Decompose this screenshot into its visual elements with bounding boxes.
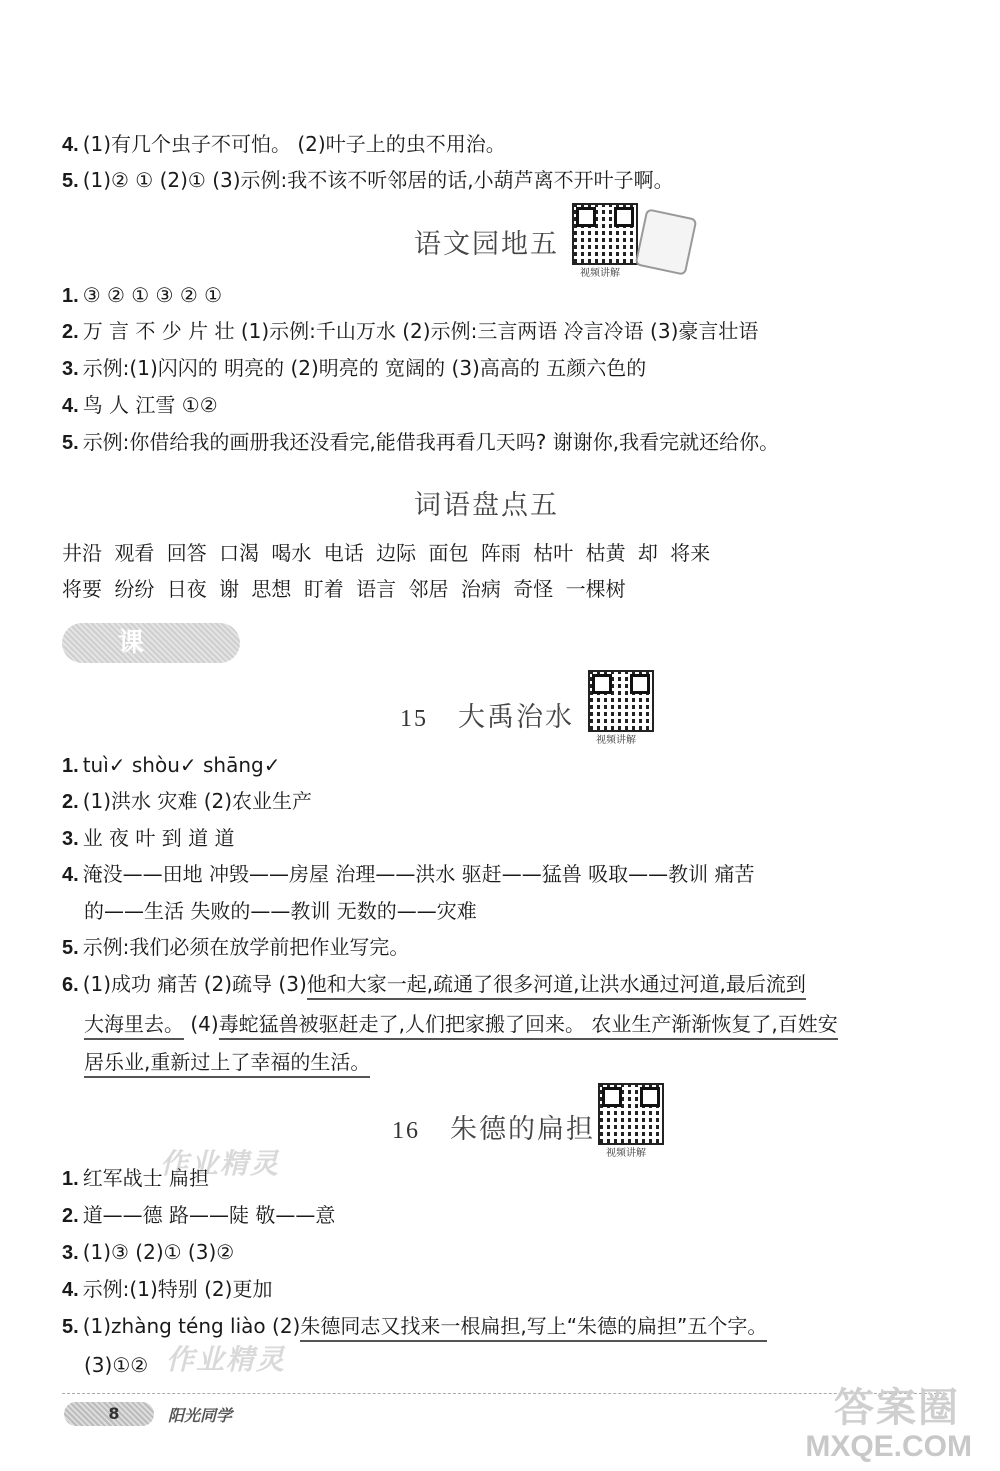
answer-line <box>62 1165 209 1192</box>
answer-text: (1)有几个虫子不可怕。 (2)叶子上的虫不用治。 <box>82 132 506 156</box>
answer-line <box>62 1313 767 1340</box>
answer-line <box>62 1239 234 1266</box>
answer-text: 鸟 人 江雪 ①② <box>82 393 218 417</box>
section-title: 词语盘点五 <box>414 490 559 521</box>
question-number: 5. <box>62 937 79 959</box>
qr-code[interactable] <box>598 1083 664 1145</box>
question-number: 5. <box>62 170 79 192</box>
question-number: 5. <box>62 432 79 454</box>
footer-divider <box>62 1393 942 1394</box>
answer-line <box>62 429 779 456</box>
watermark-site: MXQE.COM <box>805 1430 972 1463</box>
answer-text: tuì✓ shòu✓ shāng✓ <box>82 753 281 777</box>
answer-text: 示例:我们必须在放学前把作业写完。 <box>82 935 410 959</box>
answer-line <box>62 318 758 345</box>
question-number: 4. <box>62 395 79 417</box>
answer-text: 示例:(1)特别 (2)更加 <box>82 1277 273 1301</box>
question-number: 1. <box>62 285 79 307</box>
question-number: 2. <box>62 321 79 343</box>
answer-text: (1)zhàng téng liào (2) <box>82 1314 301 1338</box>
brand-logo: 阳光同学 <box>168 1406 233 1425</box>
answer-line <box>62 752 280 779</box>
underlined-answer: 大海里去。 <box>84 1012 184 1040</box>
answer-line-cont: 的——生活 失败的——教训 无数的——灾难 <box>84 899 477 923</box>
answer-line <box>62 825 234 852</box>
question-number: 2. <box>62 1205 79 1227</box>
word-row: 将要 纷纷 日夜 谢 思想 盯着 语言 邻居 治病 奇怪 一棵树 <box>62 577 626 601</box>
qr-label: 视频讲解 <box>580 268 620 279</box>
question-number: 6. <box>62 974 79 996</box>
question-number: 3. <box>62 1242 79 1264</box>
answer-text: 淹没——田地 冲毁——房屋 治理——洪水 驱赶——猛兽 吸取——教训 痛苦 <box>82 862 755 886</box>
lesson-number: 16 <box>392 1118 420 1144</box>
question-number: 3. <box>62 358 79 380</box>
answer-text: 红军战士 扁担 <box>82 1166 210 1190</box>
answer-text: (1)② ① (2)① (3)示例:我不该不听邻居的话,小葫芦离不开叶子啊。 <box>82 168 674 192</box>
underlined-answer: 毒蛇猛兽被驱赶走了,人们把家搬了回来。 农业生产渐渐恢复了,百姓安 <box>219 1012 838 1040</box>
page-number: 8 <box>108 1404 120 1423</box>
section-title: 语文园地五 <box>414 229 559 260</box>
answer-line <box>62 392 218 419</box>
answer-line <box>62 131 506 158</box>
answer-text: (1)洪水 灾难 (2)农业生产 <box>82 789 313 813</box>
answer-text: (4) <box>184 1012 219 1036</box>
question-number: 1. <box>62 755 79 777</box>
answer-line <box>62 861 754 888</box>
answer-line <box>62 167 674 194</box>
question-number: 4. <box>62 134 79 156</box>
lesson-name: 大禹治水 <box>458 702 574 733</box>
watermark: 作业精灵 <box>166 1343 287 1376</box>
answer-line-cont <box>84 1011 838 1037</box>
section-banner: 课 文 <box>62 623 240 663</box>
answer-line-cont: (3)①② <box>84 1353 149 1377</box>
word-row: 井沿 观看 回答 口渴 喝水 电话 边际 面包 阵雨 枯叶 枯黄 却 将来 <box>62 541 711 565</box>
lesson-number: 15 <box>400 706 428 732</box>
answer-text: 万 言 不 少 片 壮 (1)示例:千山万水 (2)示例:三言两语 冷言冷语 (3)豪言壮语 <box>82 319 759 343</box>
answer-line <box>62 934 409 961</box>
question-number: 1. <box>62 1168 79 1190</box>
qr-label: 视频讲解 <box>606 1148 646 1159</box>
underlined-answer: 朱德同志又找来一根扁担,写上“朱德的扁担”五个字。 <box>300 1314 767 1342</box>
lesson-title <box>392 1107 595 1146</box>
answer-text: 示例:(1)闪闪的 明亮的 (2)明亮的 宽阔的 (3)高高的 五颜六色的 <box>82 356 647 380</box>
question-number: 4. <box>62 1279 79 1301</box>
qr-label: 视频讲解 <box>596 735 636 746</box>
answer-line-cont <box>84 1049 370 1075</box>
answer-line <box>62 355 646 382</box>
watermark: 作业精灵 <box>160 1147 281 1180</box>
underlined-answer: 居乐业,重新过上了幸福的生活。 <box>84 1050 370 1078</box>
answer-text: 业 夜 叶 到 道 道 <box>82 826 235 850</box>
question-number: 5. <box>62 1316 79 1338</box>
answer-line <box>62 1276 272 1303</box>
qr-code[interactable] <box>588 670 654 732</box>
answer-text: (1)③ (2)① (3)② <box>82 1240 235 1264</box>
lesson-title <box>400 695 574 734</box>
watermark-logo: 答案圈 <box>834 1385 960 1431</box>
question-number: 3. <box>62 828 79 850</box>
answer-text: ③ ② ① ③ ② ① <box>82 283 223 307</box>
answer-line <box>62 788 312 815</box>
qr-code[interactable] <box>572 203 638 265</box>
answer-text: 示例:你借给我的画册我还没看完,能借我再看几天吗? 谢谢你,我看完就还给你。 <box>82 430 780 454</box>
answer-text: 道——德 路——陡 敬——意 <box>82 1203 336 1227</box>
lesson-name: 朱德的扁担 <box>450 1114 595 1145</box>
question-number: 4. <box>62 864 79 886</box>
answer-line <box>62 282 222 309</box>
sticker-icon <box>635 208 698 276</box>
answer-line <box>62 971 806 998</box>
underlined-answer: 他和大家一起,疏通了很多河道,让洪水通过河道,最后流到 <box>307 972 806 1000</box>
question-number: 2. <box>62 791 79 813</box>
answer-line <box>62 1202 335 1229</box>
answer-text: (1)成功 痛苦 (2)疏导 (3) <box>82 972 307 996</box>
